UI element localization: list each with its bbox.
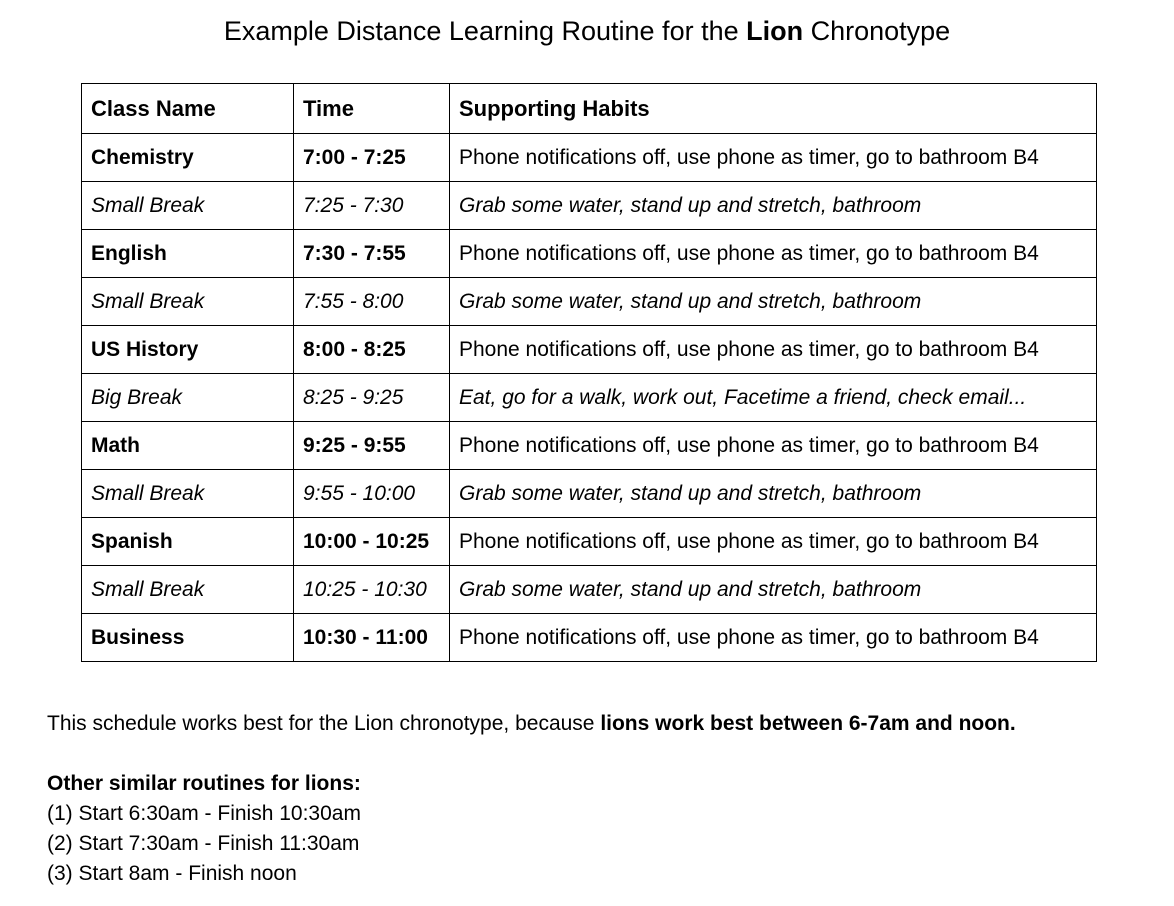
class-name-cell: Business xyxy=(82,614,294,662)
habits-cell: Phone notifications off, use phone as timer, go to bathroom B4 xyxy=(450,518,1097,566)
routine-option: (1) Start 6:30am - Finish 10:30am xyxy=(47,802,361,825)
title-suffix: Chronotype xyxy=(803,16,951,46)
table-row xyxy=(82,278,1097,326)
time-cell: 10:25 - 10:30 xyxy=(294,566,450,614)
time-cell: 8:00 - 8:25 xyxy=(294,326,450,374)
header-class-name: Class Name xyxy=(82,84,294,134)
header-supporting-habits: Supporting Habits xyxy=(450,84,1097,134)
title-prefix: Example Distance Learning Routine for the xyxy=(223,16,747,46)
time-cell: 7:30 - 7:55 xyxy=(294,230,450,278)
habits-cell: Phone notifications off, use phone as timer, go to bathroom B4 xyxy=(450,326,1097,374)
table-row xyxy=(82,182,1097,230)
table-row xyxy=(82,134,1097,182)
table-row xyxy=(82,614,1097,662)
routine-table xyxy=(81,83,1097,662)
other-routines xyxy=(47,769,361,889)
habits-cell: Eat, go for a walk, work out, Facetime a friend, check email... xyxy=(450,374,1097,422)
time-cell: 9:55 - 10:00 xyxy=(294,470,450,518)
table-row xyxy=(82,470,1097,518)
habits-cell: Grab some water, stand up and stretch, bathroom xyxy=(450,470,1097,518)
header-time: Time xyxy=(294,84,450,134)
summary-emphasis: lions work best between 6-7am and noon. xyxy=(600,712,1016,735)
table-row xyxy=(82,326,1097,374)
schedule-summary xyxy=(47,709,1016,739)
class-name-cell: Small Break xyxy=(82,278,294,326)
habits-cell: Grab some water, stand up and stretch, bathroom xyxy=(450,278,1097,326)
time-cell: 10:00 - 10:25 xyxy=(294,518,450,566)
habits-cell: Phone notifications off, use phone as timer, go to bathroom B4 xyxy=(450,134,1097,182)
page-title xyxy=(0,14,1174,48)
habits-cell: Phone notifications off, use phone as timer, go to bathroom B4 xyxy=(450,422,1097,470)
habits-cell: Grab some water, stand up and stretch, bathroom xyxy=(450,182,1097,230)
class-name-cell: Small Break xyxy=(82,566,294,614)
table-row xyxy=(82,518,1097,566)
time-cell: 9:25 - 9:55 xyxy=(294,422,450,470)
time-cell: 7:25 - 7:30 xyxy=(294,182,450,230)
time-cell: 7:55 - 8:00 xyxy=(294,278,450,326)
table-row xyxy=(82,566,1097,614)
habits-cell: Phone notifications off, use phone as timer, go to bathroom B4 xyxy=(450,230,1097,278)
class-name-cell: Chemistry xyxy=(82,134,294,182)
class-name-cell: English xyxy=(82,230,294,278)
habits-cell: Grab some water, stand up and stretch, bathroom xyxy=(450,566,1097,614)
habits-cell: Phone notifications off, use phone as timer, go to bathroom B4 xyxy=(450,614,1097,662)
time-cell: 7:00 - 7:25 xyxy=(294,134,450,182)
routine-option: (3) Start 8am - Finish noon xyxy=(47,862,297,885)
time-cell: 8:25 - 9:25 xyxy=(294,374,450,422)
routine-table-body xyxy=(82,134,1097,662)
table-row xyxy=(82,230,1097,278)
time-cell: 10:30 - 11:00 xyxy=(294,614,450,662)
table-row xyxy=(82,422,1097,470)
other-routines-heading: Other similar routines for lions: xyxy=(47,772,361,795)
class-name-cell: Small Break xyxy=(82,182,294,230)
routine-option: (2) Start 7:30am - Finish 11:30am xyxy=(47,832,360,855)
class-name-cell: Small Break xyxy=(82,470,294,518)
class-name-cell: Math xyxy=(82,422,294,470)
class-name-cell: US History xyxy=(82,326,294,374)
table-row xyxy=(82,374,1097,422)
summary-text: This schedule works best for the Lion chronotype, because xyxy=(47,712,601,735)
title-emphasis: Lion xyxy=(746,16,804,46)
table-header-row xyxy=(82,84,1097,134)
class-name-cell: Spanish xyxy=(82,518,294,566)
class-name-cell: Big Break xyxy=(82,374,294,422)
